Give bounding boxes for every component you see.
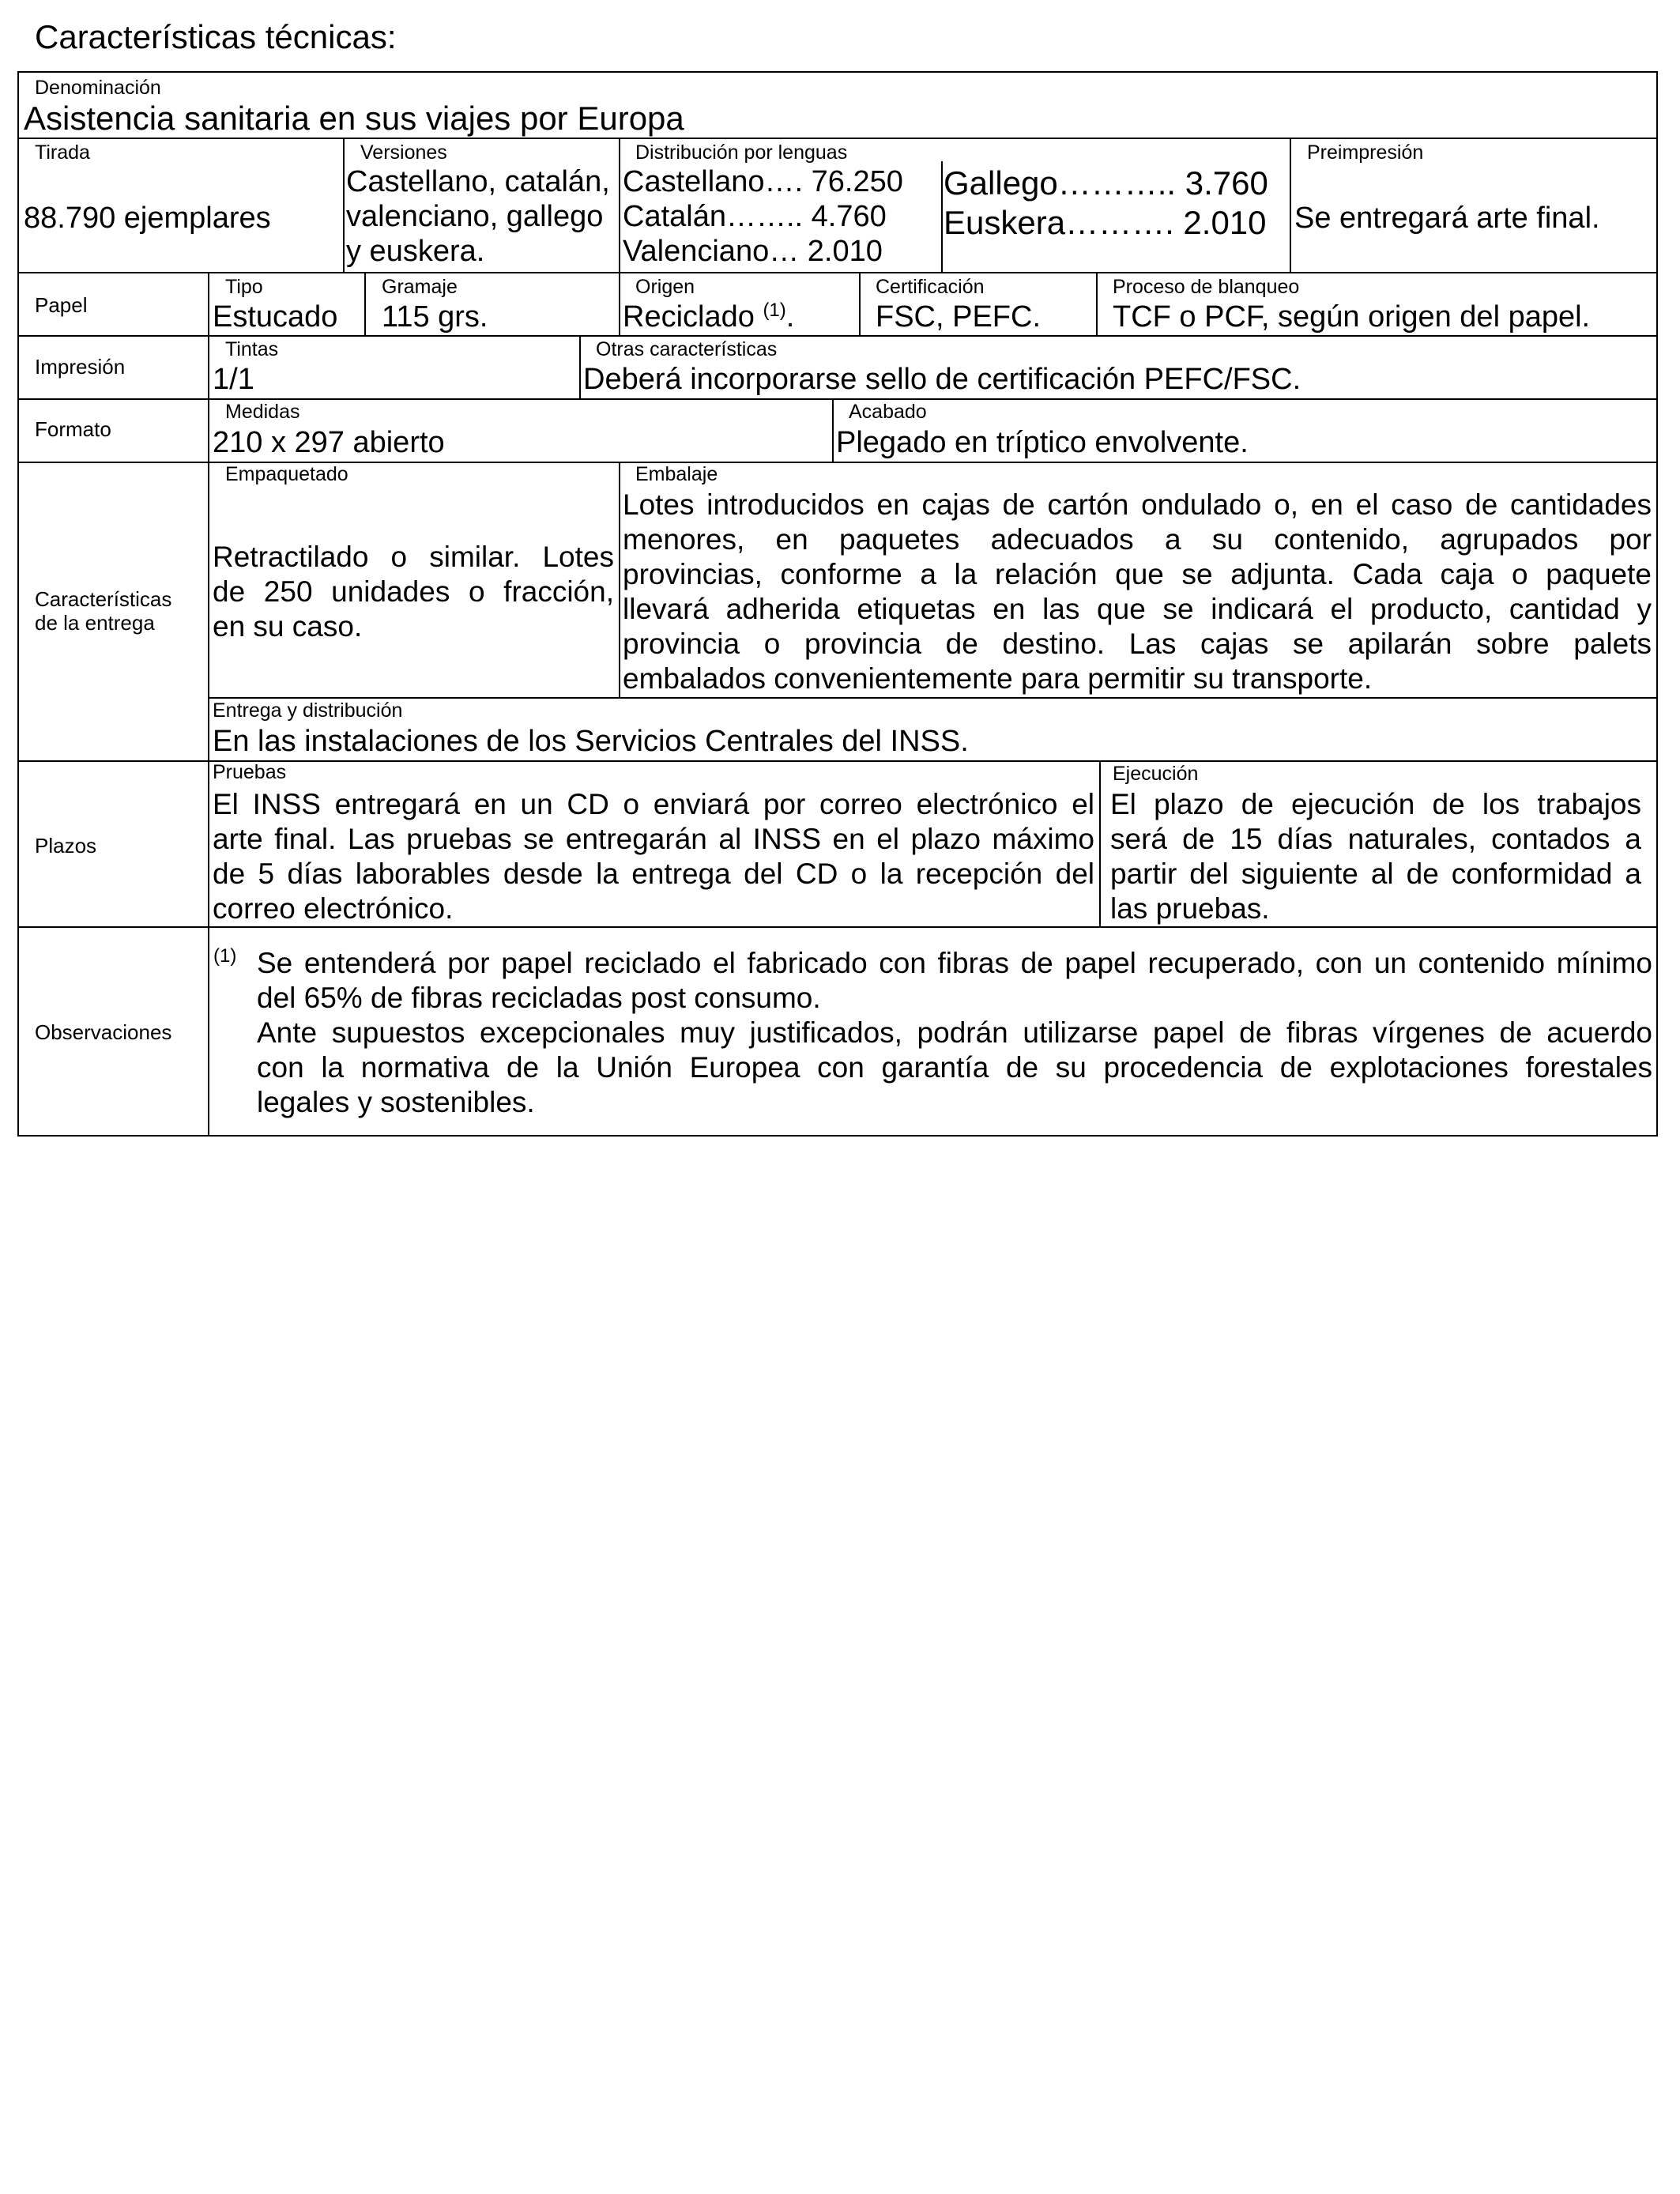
papel-certificacion-label: Certificación <box>876 276 985 298</box>
observaciones-line-5: legales y sostenibles. <box>257 1086 535 1118</box>
entrega-section-label-2: de la entrega <box>35 611 155 635</box>
papel-blanqueo-value: TCF o PCF, según origen del papel. <box>1113 300 1591 334</box>
distribucion-label: Distribución por lenguas <box>635 141 848 164</box>
preimpresion-label: Preimpresión <box>1307 141 1424 164</box>
impresion-section-label: Impresión <box>35 355 126 379</box>
page-title: Características técnicas: <box>35 18 397 55</box>
observaciones-footnote-marker: (1) <box>213 945 237 967</box>
papel-section-label: Papel <box>35 293 88 317</box>
entrega-section-label-1: Características <box>35 587 172 611</box>
pruebas-line-2: arte final. Las pruebas se entregarán al INSS en el plazo máximo <box>213 823 1094 855</box>
observaciones-section-label: Observaciones <box>35 1020 172 1044</box>
ejecucion-label: Ejecución <box>1113 763 1199 785</box>
embalaje-line-1: Lotes introducidos en cajas de cartón ondulado o, en el caso de cantidades <box>623 488 1652 521</box>
papel-gramaje-label: Gramaje <box>382 276 458 298</box>
versiones-line-2: valenciano, gallego <box>346 200 604 233</box>
papel-certificacion-value: FSC, PEFC. <box>876 300 1042 334</box>
observaciones-line-2: del 65% de fibras recicladas post consumo. <box>257 982 821 1014</box>
embalaje-line-4: llevará adherida etiquetas en las que se indicará el producto, cantidad y <box>623 593 1652 625</box>
tirada-value: 88.790 ejemplares <box>24 202 271 235</box>
versiones-label: Versiones <box>360 141 447 164</box>
empaquetado-label: Empaquetado <box>225 463 348 485</box>
embalaje-line-5: provincia o provincia de destino. Las cajas se apilarán sobre palets <box>623 628 1652 660</box>
denominacion-value: Asistencia sanitaria en sus viajes por Europa <box>24 100 684 137</box>
formato-medidas-label: Medidas <box>225 401 300 423</box>
formato-acabado-value: Plegado en tríptico envolvente. <box>836 426 1249 459</box>
impresion-tintas-label: Tintas <box>225 338 279 360</box>
versiones-line-1: Castellano, catalán, <box>346 165 610 198</box>
distribucion-gallego: Gallego……….. 3.760 <box>944 164 1268 202</box>
embalaje-line-3: provincias, conforme a la relación que se adjunta. Cada caja o paquete <box>623 558 1652 590</box>
distribucion-castellano: Castellano…. 76.250 <box>623 165 903 198</box>
embalaje-line-2: menores, en paquetes adecuados a su contenido, agrupados por <box>623 523 1652 556</box>
distribucion-catalan: Catalán…….. 4.760 <box>623 200 887 233</box>
distribucion-euskera: Euskera………. 2.010 <box>944 204 1267 241</box>
papel-origen-label: Origen <box>635 276 695 298</box>
impresion-tintas-value: 1/1 <box>213 363 254 396</box>
papel-tipo-label: Tipo <box>225 276 263 298</box>
papel-tipo-value: Estucado <box>213 300 338 334</box>
observaciones-line-3: Ante supuestos excepcionales muy justificados, podrán utilizarse papel de fibras vírgenes de acuerdo <box>257 1016 1652 1049</box>
observaciones-line-1: Se entenderá por papel reciclado el fabricado con fibras de papel recuperado, con un contenido mínimo <box>257 947 1652 979</box>
tirada-label: Tirada <box>35 141 90 164</box>
ejecucion-line-2: será de 15 días naturales, contados a <box>1110 823 1641 855</box>
embalaje-label: Embalaje <box>635 463 718 485</box>
ejecucion-line-3: partir del siguiente al de conformidad a <box>1110 858 1641 890</box>
pruebas-line-4: correo electrónico. <box>213 892 454 925</box>
empaquetado-line-2: de 250 unidades o fracción, <box>213 575 614 608</box>
papel-gramaje-value: 115 grs. <box>382 300 488 334</box>
entrega-distribucion-label: Entrega y distribución <box>213 699 403 722</box>
formato-acabado-label: Acabado <box>849 401 927 423</box>
denominacion-label: Denominación <box>35 77 161 99</box>
versiones-line-3: y euskera. <box>346 235 485 268</box>
formato-medidas-value: 210 x 297 abierto <box>213 426 445 459</box>
entrega-distribucion-value: En las instalaciones de los Servicios Centrales del INSS. <box>213 725 969 758</box>
plazos-section-label: Plazos <box>35 834 97 858</box>
formato-section-label: Formato <box>35 417 111 441</box>
pruebas-label: Pruebas <box>213 761 287 783</box>
preimpresion-value: Se entregará arte final. <box>1294 202 1600 235</box>
ejecucion-line-1: El plazo de ejecución de los trabajos <box>1110 788 1641 820</box>
distribucion-col2-divider <box>941 161 943 273</box>
papel-blanqueo-label: Proceso de blanqueo <box>1113 276 1300 298</box>
embalaje-line-6: embalados convenientemente para permitir su transporte. <box>623 662 1373 695</box>
empaquetado-line-1: Retractilado o similar. Lotes <box>213 541 614 573</box>
ejecucion-line-4: las pruebas. <box>1110 892 1270 925</box>
observaciones-line-4: con la normativa de la Unión Europea con garantía de su procedencia de explotaciones forestales <box>257 1051 1652 1084</box>
impresion-otras-label: Otras características <box>596 338 778 360</box>
impresion-otras-value: Deberá incorporarse sello de certificación PEFC/FSC. <box>583 363 1301 396</box>
footnote-ref-1: (1) <box>763 300 786 321</box>
empaquetado-line-3: en su caso. <box>213 610 363 643</box>
pruebas-line-1: El INSS entregará en un CD o enviará por correo electrónico el <box>213 788 1094 820</box>
papel-origen-value: Reciclado $^{(1)}$. <box>623 300 795 334</box>
distribucion-valenciano: Valenciano… 2.010 <box>623 235 883 268</box>
pruebas-line-3: de 5 días laborables desde la entrega del CD o la recepción del <box>213 858 1094 890</box>
